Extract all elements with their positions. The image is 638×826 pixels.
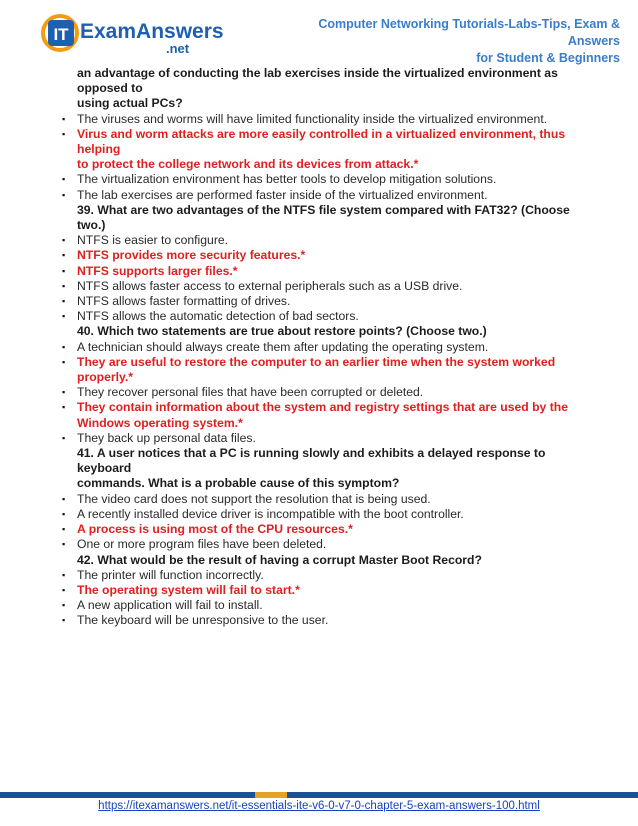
line-text: Virus and worm attacks are more easily controlled in a virtualized environment, thus helping — [77, 126, 566, 157]
line-text: One or more program files have been deleted. — [77, 537, 327, 552]
logo-tld-text: .net — [166, 41, 190, 56]
question-line — [62, 324, 582, 339]
line-text: to protect the college network and its devices from attack.* — [77, 157, 419, 172]
line-text: They are useful to restore the computer to an earlier time when the system worked properly.* — [77, 354, 556, 385]
answer-option-line — [62, 613, 582, 628]
exam-questions — [62, 66, 582, 629]
correct-answer-line — [62, 355, 582, 385]
footer-link[interactable]: https://itexamanswers.net/it-essentials-ite-v6-0-v7-0-chapter-5-exam-answers-100.html — [98, 800, 540, 812]
bullet-icon: ▪ — [62, 569, 66, 580]
line-text: A recently installed device driver is incompatible with the boot controller. — [77, 506, 464, 521]
line-text: They back up personal data files. — [77, 430, 256, 445]
line-text: 40. Which two statements are true about restore points? (Choose two.) — [77, 324, 487, 339]
answer-option-line — [62, 294, 582, 309]
line-text: NTFS allows faster access to external peripherals such as a USB drive. — [77, 278, 463, 293]
line-text: 41. A user notices that a PC is running slowly and exhibits a delayed response to keyboard — [77, 446, 546, 476]
correct-answer-line — [62, 248, 582, 263]
bullet-icon: ▪ — [62, 584, 66, 595]
bullet-icon: ▪ — [62, 235, 66, 246]
bullet-icon: ▪ — [62, 615, 66, 626]
answer-option-line — [62, 172, 582, 187]
line-text: A process is using most of the CPU resources.* — [77, 522, 353, 537]
line-text: A technician should always create them after updating the operating system. — [77, 339, 489, 354]
correct-answer-line — [62, 416, 582, 431]
correct-answer-line — [62, 157, 582, 172]
answer-option-line — [62, 340, 582, 355]
question-line — [62, 476, 582, 491]
correct-answer-line — [62, 583, 582, 598]
answer-option-line — [62, 568, 582, 583]
answer-option-line — [62, 233, 582, 248]
logo-graphic — [40, 12, 230, 56]
question-line — [62, 203, 582, 233]
tagline-line-1: Computer Networking Tutorials-Labs-Tips, Exam & Answers — [318, 17, 620, 48]
bullet-icon: ▪ — [62, 600, 66, 611]
answer-option-line — [62, 598, 582, 613]
bullet-icon: ▪ — [62, 113, 66, 124]
line-text: The keyboard will be unresponsive to the user. — [77, 613, 329, 628]
bullet-icon: ▪ — [62, 539, 66, 550]
line-text: The viruses and worms will have limited functionality inside the virtualized environment. — [77, 111, 548, 126]
line-text: using actual PCs? — [77, 96, 183, 111]
line-text: The video card does not support the resolution that is being used. — [77, 491, 431, 506]
footer-divider — [0, 792, 638, 798]
line-text: The lab exercises are performed faster inside of the virtualized environment. — [77, 187, 488, 202]
answer-option-line — [62, 188, 582, 203]
bullet-icon: ▪ — [62, 341, 66, 352]
line-text: The virtualization environment has better tools to develop mitigation solutions. — [77, 172, 497, 187]
bullet-icon: ▪ — [62, 524, 66, 535]
line-text: NTFS allows faster formatting of drives. — [77, 294, 291, 309]
answer-option-line — [62, 279, 582, 294]
site-logo[interactable] — [40, 12, 230, 56]
bullet-icon: ▪ — [62, 493, 66, 504]
line-text: Windows operating system.* — [77, 415, 243, 430]
line-text: 42. What would be the result of having a corrupt Master Boot Record? — [77, 552, 482, 567]
bullet-icon: ▪ — [62, 280, 66, 291]
bullet-icon: ▪ — [62, 265, 66, 276]
question-line — [62, 446, 582, 476]
line-text: The printer will function incorrectly. — [77, 567, 264, 582]
line-text: They recover personal files that have been corrupted or deleted. — [77, 385, 424, 400]
answer-option-line — [62, 309, 582, 324]
bullet-icon: ▪ — [62, 387, 66, 398]
line-text: NTFS provides more security features.* — [77, 248, 306, 263]
correct-answer-line — [62, 400, 582, 415]
bullet-icon: ▪ — [62, 189, 66, 200]
question-line — [62, 66, 582, 96]
correct-answer-line — [62, 522, 582, 537]
answer-option-line — [62, 431, 582, 446]
question-line — [62, 96, 582, 111]
bullet-icon: ▪ — [62, 128, 66, 139]
line-text: an advantage of conducting the lab exercises inside the virtualized environment as opposed to — [77, 66, 558, 96]
tagline-line-2: for Student & Beginners — [476, 51, 620, 65]
bullet-icon: ▪ — [62, 356, 66, 367]
line-text: commands. What is a probable cause of this symptom? — [77, 476, 400, 491]
answer-option-line — [62, 492, 582, 507]
bullet-icon: ▪ — [62, 250, 66, 261]
bullet-icon: ▪ — [62, 311, 66, 322]
bullet-icon: ▪ — [62, 432, 66, 443]
correct-answer-line — [62, 127, 582, 157]
bullet-icon: ▪ — [62, 296, 66, 307]
answer-option-line — [62, 385, 582, 400]
site-tagline — [290, 16, 620, 67]
line-text: They contain information about the system and registry settings that are used by the — [77, 400, 568, 415]
line-text: NTFS is easier to configure. — [77, 233, 229, 248]
logo-it-text: IT — [53, 25, 69, 44]
correct-answer-line — [62, 264, 582, 279]
logo-name-text: ExamAnswers — [80, 20, 224, 43]
answer-option-line — [62, 507, 582, 522]
bullet-icon: ▪ — [62, 174, 66, 185]
answer-option-line — [62, 537, 582, 552]
line-text: NTFS supports larger files.* — [77, 263, 238, 278]
line-text: A new application will fail to install. — [77, 598, 263, 613]
line-text: The operating system will fail to start.* — [77, 582, 300, 597]
line-text: 39. What are two advantages of the NTFS file system compared with FAT32? (Choose two.) — [77, 202, 570, 233]
answer-option-line — [62, 112, 582, 127]
bullet-icon: ▪ — [62, 402, 66, 413]
bullet-icon: ▪ — [62, 508, 66, 519]
page-header — [0, 0, 638, 64]
line-text: NTFS allows the automatic detection of bad sectors. — [77, 309, 359, 324]
question-line — [62, 553, 582, 568]
